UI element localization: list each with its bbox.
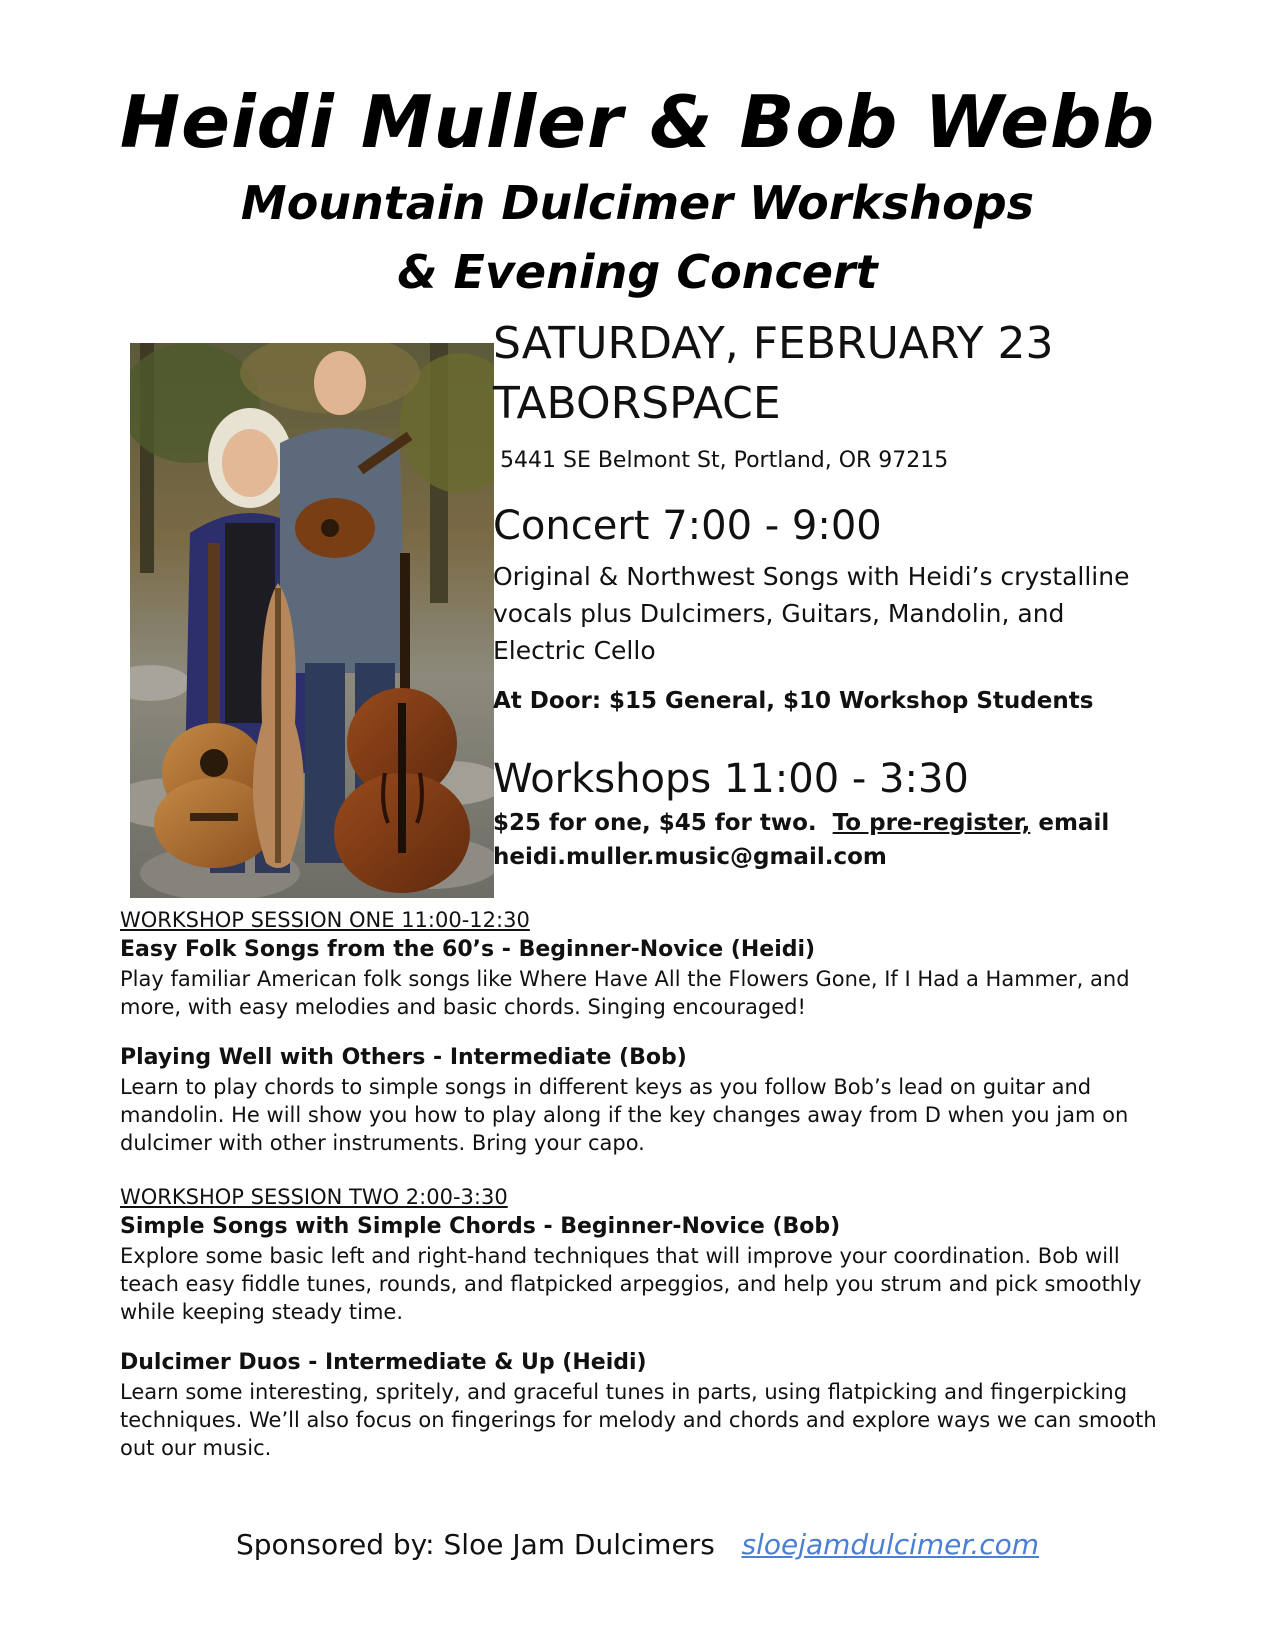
session-one-header: WORKSHOP SESSION ONE 11:00-12:30 <box>120 908 530 932</box>
concert-pricing: At Door: $15 General, $10 Workshop Students <box>493 688 1094 714</box>
session-title: Simple Songs with Simple Chords - Beginner-Novice (Bob) <box>120 1214 841 1239</box>
email-prefix: email <box>1038 810 1110 836</box>
sponsor-label: Sponsored by: Sloe Jam Dulcimers <box>235 1528 715 1561</box>
event-venue: TABORSPACE <box>493 378 781 429</box>
workshops-price-line <box>493 806 1109 841</box>
workshop-session-two <box>120 1182 1180 1462</box>
session-title: Easy Folk Songs from the 60’s - Beginner-Novice (Heidi) <box>120 937 816 962</box>
concert-description: Original & Northwest Songs with Heidi’s crystalline vocals plus Dulcimers, Guitars, Mandolin, and Electric Cello <box>493 562 1130 665</box>
contact-email[interactable]: heidi.muller.music@gmail.com <box>493 844 887 870</box>
session-description: Explore some basic left and right-hand techniques that will improve your coordination. Bob will teach easy fiddle tunes, rounds, and flatpicked arpeggios, and help you strum and pick smoothly while keeping steady time. <box>120 1244 1142 1324</box>
flyer-subtitle-line1: Mountain Dulcimer Workshops <box>240 176 1035 230</box>
flyer-subtitle-line2: & Evening Concert <box>397 245 878 299</box>
workshop-session-one <box>120 905 1180 1157</box>
event-address: 5441 SE Belmont St, Portland, OR 97215 <box>500 448 949 473</box>
session-two-header: WORKSHOP SESSION TWO 2:00-3:30 <box>120 1185 508 1209</box>
workshops-price: $25 for one, $45 for two. <box>493 810 817 836</box>
session-description: Learn to play chords to simple songs in different keys as you follow Bob’s lead on guitar and mandolin. He will show you how to play along if the key changes away from D when you jam on dulcimer with other instruments. Bring your capo. <box>120 1075 1129 1155</box>
event-date: SATURDAY, FEBRUARY 23 <box>493 318 1054 369</box>
session-title: Dulcimer Duos - Intermediate & Up (Heidi) <box>120 1350 647 1375</box>
performers-photo <box>130 343 494 898</box>
session-description: Play familiar American folk songs like Where Have All the Flowers Gone, If I Had a Hammer, and more, with easy melodies and basic chords. Singing encouraged! <box>120 967 1130 1019</box>
flyer-title: Heidi Muller & Bob Webb <box>119 80 1156 164</box>
sponsor-link[interactable]: sloejamdulcimer.com <box>741 1528 1040 1561</box>
sponsor-footer <box>0 1528 1275 1561</box>
session-title: Playing Well with Others - Intermediate (Bob) <box>120 1045 687 1070</box>
workshops-heading: Workshops 11:00 - 3:30 <box>493 756 969 802</box>
session-description: Learn some interesting, spritely, and graceful tunes in parts, using flatpicking and fingerpicking techniques. We’ll also focus on fingerings for melody and chords and explore ways we can smooth out our music. <box>120 1380 1157 1460</box>
concert-heading: Concert 7:00 - 9:00 <box>493 503 882 549</box>
preregister-link[interactable]: To pre-register, <box>832 810 1031 836</box>
